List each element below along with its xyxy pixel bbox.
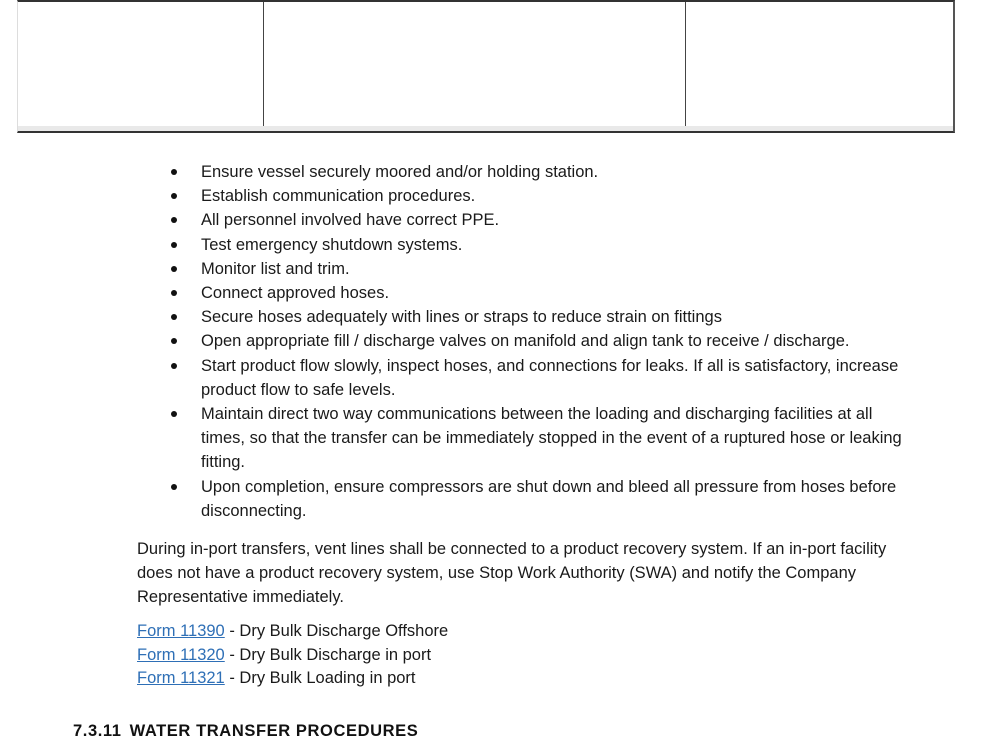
form-description: - Dry Bulk Discharge Offshore (224, 622, 449, 640)
form-link-11321[interactable]: Form 11321 (137, 669, 225, 687)
list-item: Ensure vessel securely moored and/or holding station. (163, 160, 908, 184)
form-row (137, 667, 737, 691)
bullet-icon (171, 411, 177, 417)
form-links (137, 620, 737, 691)
list-item: Monitor list and trim. (163, 257, 908, 281)
list-item: Connect approved hoses. (163, 281, 908, 305)
section-title: WATER TRANSFER PROCEDURES (129, 722, 419, 740)
list-item: Upon completion, ensure compressors are shut down and bleed all pressure from hoses before disconnecting. (163, 475, 908, 523)
section-heading (73, 722, 418, 741)
bullet-icon (171, 290, 177, 296)
list-item: Secure hoses adequately with lines or straps to reduce strain on fittings (163, 305, 908, 329)
table-cell-1 (18, 2, 264, 131)
section-number: 7.3.11 (73, 722, 122, 740)
header-table (17, 0, 955, 133)
list-item: Maintain direct two way communications between the loading and discharging facilities at all times, so that the transfer can be immediately stopped in the event of a ruptured hose or leaking fitting. (163, 402, 908, 475)
bullet-icon (171, 193, 177, 199)
form-link-11390[interactable]: Form 11390 (137, 622, 225, 640)
bullet-icon (171, 484, 177, 490)
recovery-paragraph: During in-port transfers, vent lines shall be connected to a product recovery system. If an in-port facility does not have a product recovery system, use Stop Work Authority (SWA) and notify the Company Representative immediately. (137, 540, 887, 606)
form-link-11320[interactable]: Form 11320 (137, 645, 225, 664)
form-row (137, 620, 737, 644)
table-cell-3 (686, 2, 953, 131)
table-bottom-shade (18, 126, 953, 131)
list-item: Start product flow slowly, inspect hoses, and connections for leaks. If all is satisfactory, increase product flow to safe levels. (163, 354, 908, 402)
procedure-list (163, 160, 908, 523)
bullet-icon (171, 338, 177, 344)
form-description: - Dry Bulk Loading in port (224, 669, 416, 687)
bullet-icon (171, 169, 177, 175)
bullet-icon (171, 363, 177, 369)
form-row (137, 644, 737, 668)
form-description: - Dry Bulk Discharge in port (224, 645, 432, 664)
list-item: All personnel involved have correct PPE. (163, 208, 908, 232)
bullet-icon (171, 314, 177, 320)
bullet-icon (171, 217, 177, 223)
list-item: Establish communication procedures. (163, 184, 908, 208)
bullet-icon (171, 242, 177, 248)
list-item: Test emergency shutdown systems. (163, 233, 908, 257)
list-item: Open appropriate fill / discharge valves on manifold and align tank to receive / discharge. (163, 329, 908, 353)
table-cell-2 (264, 2, 686, 131)
bullet-icon (171, 266, 177, 272)
